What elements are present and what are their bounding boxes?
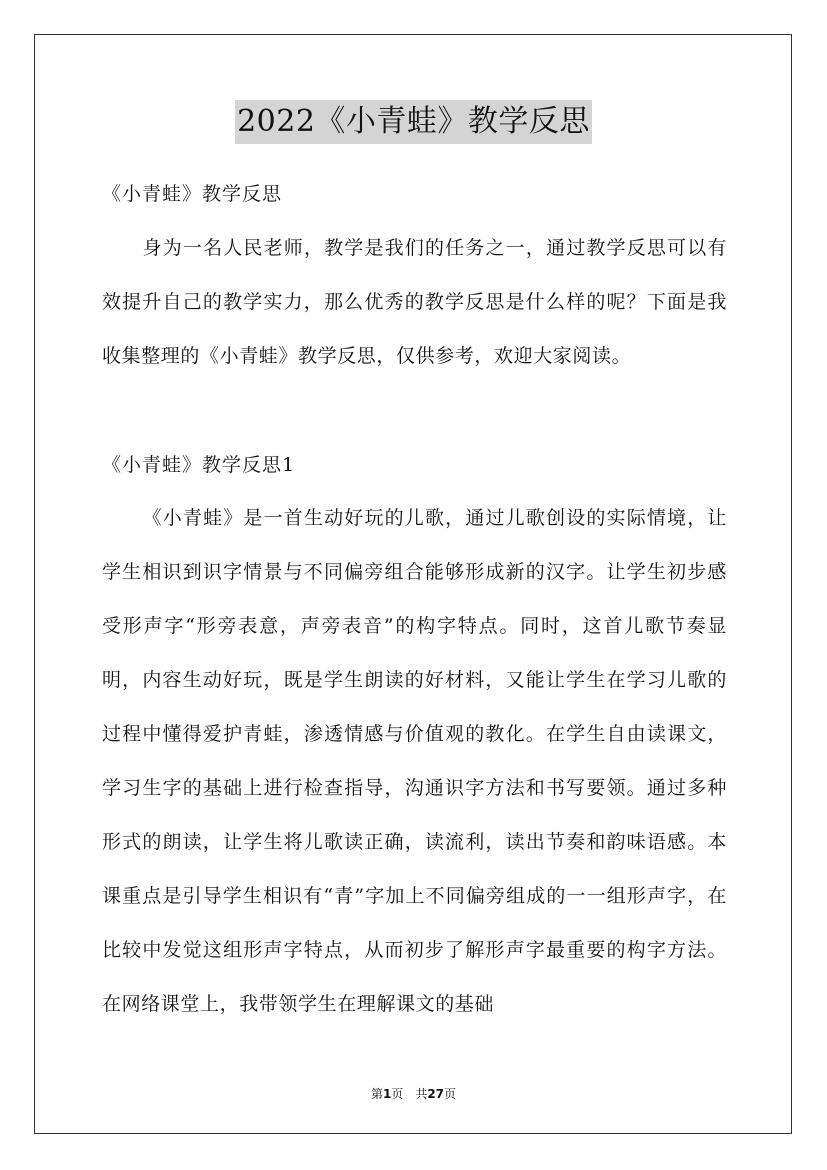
footer-prefix: 第 — [370, 1087, 383, 1101]
footer-suffix: 页 — [444, 1087, 457, 1101]
footer-middle: 页 共 — [391, 1087, 428, 1101]
title-container — [0, 100, 827, 144]
section1-paragraph-text: 《小青蛙》是一首生动好玩的儿歌，通过儿歌创设的实际情境，让学生相识到识字情景与不同偏旁组合能够形成新的汉字。让学生初步感受形声字“形旁表意，声旁表音”的构字特点。同时，这首儿歌节奏显明，内容生动好玩，既是学生朗读的好材料，又能让学生在学习儿歌的过程中懂得爱护青蛙，渗透情感与价值观的教化。在学生自由读课文，学习生字的基础上进行检查指导，沟通识字方法和书写要领。通过多种形式的朗读，让学生将儿歌读正确，读流利，读出节奏和韵味语感。本课重点是引导学生相识有“青”字加上不同偏旁组成的一一组形声字，在比较中发觉这组形声字特点，从而初步了解形声字最重要的构字方法。在网络课堂上，我带领学生在理解课文的基础 — [102, 507, 727, 1015]
section1-paragraph — [102, 491, 727, 1031]
intro-paragraph — [102, 221, 727, 383]
footer-current-page: 1 — [382, 1087, 392, 1101]
section1-heading: 《小青蛙》教学反思1 — [102, 454, 296, 476]
intro-subheading: 《小青蛙》教学反思 — [102, 183, 283, 205]
document-title: 2022《小青蛙》教学反思 — [235, 100, 592, 144]
footer-total-pages: 27 — [427, 1087, 445, 1101]
intro-paragraph-text: 身为一名人民老师，教学是我们的任务之一，通过教学反思可以有效提升自己的教学实力，那么优秀的教学反思是什么样的呢？下面是我收集整理的《小青蛙》教学反思，仅供参考，欢迎大家阅读。 — [102, 237, 727, 367]
page-footer — [0, 1085, 827, 1102]
